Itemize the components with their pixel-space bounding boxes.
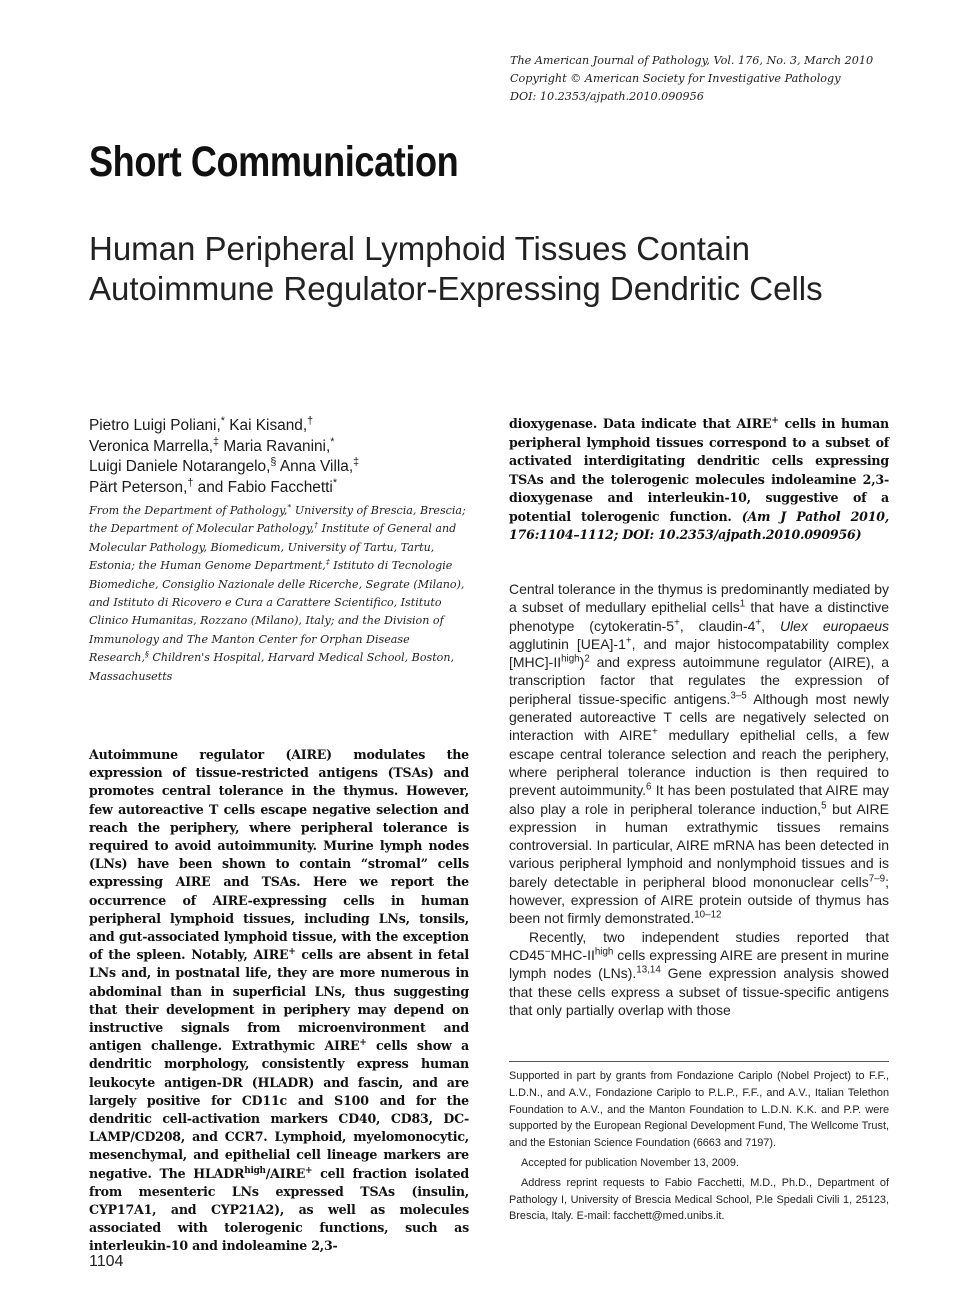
body-text-run: ; however, expression of AIRE protein outside of thymus has been not firmly demonstrated. xyxy=(509,873,889,927)
accepted-note: Accepted for publication November 13, 2009. xyxy=(521,1156,739,1169)
author-name: and Fabio Facchetti xyxy=(193,478,333,496)
affiliation-mark: ‡ xyxy=(325,557,330,567)
body-text-run: ) xyxy=(579,654,585,671)
body-text-run: and express autoimmune regulator (AIRE), a transcription factor that regulates the expression of peripheral tissue-specific antigens. xyxy=(509,654,889,707)
reference-mark: 6 xyxy=(646,781,652,793)
body-text-run: Recently, two independent studies reported that CD45 xyxy=(509,928,889,963)
affiliations xyxy=(89,502,469,686)
affiliation-mark: † xyxy=(187,476,194,489)
funding-note: Supported in part by grants from Fondazione Cariplo (Nobel Project) to F.F., L.D.N., and A.V., Fondazione Cariplo to P.L.P., F.F., and A.V., Italian Telethon Foundation to A.V., and the Manton Foundation to L.D.N. K.K. and P.P. were supported by the European Regional Development Fund, The Wellcome Trust, and the Estonian Science Foundation (6663 and 7197). xyxy=(509,1070,889,1150)
reference-mark: 5 xyxy=(821,799,827,811)
author-line-1 xyxy=(89,416,479,437)
author-name: Anna Villa, xyxy=(276,458,354,475)
abstract-text: cells in human peripheral lymphoid tissues correspond to a subset of activated interdigitating dendritic cells expressing TSAs and the tolerogenic molecules indoleamine 2,3-dioxygenase and interleukin-10, suggestive of a potential tolerogenic function. xyxy=(509,416,890,524)
affiliation-mark: ‡ xyxy=(213,435,220,448)
author-line-4 xyxy=(89,478,479,499)
body-text-run: MHC-II xyxy=(550,946,595,963)
affiliation-mark: * xyxy=(332,476,338,489)
affiliation-mark: † xyxy=(314,520,319,530)
author-name: Veronica Marrella, xyxy=(89,437,214,455)
body-paragraph-2 xyxy=(509,928,889,1019)
abstract-text: Autoimmune regulator (AIRE) modulates the expression of tissue-restricted antigens (TSAs) and promotes central tolerance in the thymus. However, few autoreactive T cells escape negative selection and reach the periphery, where peripheral tolerance is required to avoid autoimmunity. Murine lymph nodes (LNs) have been shown to contain “stromal” cells expressing AIRE and TSAs. Here we report the occurrence of AIRE-expressing cells in human peripheral lymphoid tissues, including LNs, tonsils, and gut-associated lymphoid tissue, with the exception of the spleen. Notably, AIRE xyxy=(89,747,469,963)
body-paragraph-1 xyxy=(509,580,889,928)
superscript: + xyxy=(771,415,779,426)
author-line-2 xyxy=(89,437,479,458)
reference-mark: 3–5 xyxy=(730,690,747,702)
affiliation-mark: § xyxy=(144,649,149,659)
reference-mark: 1 xyxy=(739,598,746,610)
affiliation-mark: ‡ xyxy=(353,455,360,468)
affiliation-text: From the Department of Pathology, xyxy=(89,504,288,517)
author-line-3 xyxy=(89,457,479,478)
author-name: Pietro Luigi Poliani, xyxy=(89,417,221,434)
body-text-run: Central tolerance in the thymus is predominantly mediated by a subset of medullary epithelial cells xyxy=(509,581,889,616)
affiliation-text: Children's Hospital, Harvard Medical School, Boston, Massachusetts xyxy=(89,651,455,683)
author-name: Pärt Peterson, xyxy=(89,478,188,496)
correspondence-note: Address reprint requests to Fabio Facchetti, M.D., Ph.D., Department of Pathology I, University of Brescia Medical School, P.le Spedali Civili 1, 25123, Brescia, Italy. E-mail: facchett@med.unibs.it. xyxy=(509,1176,889,1223)
article-title-line-2: Autoimmune Regulator-Expressing Dendritic Cells xyxy=(89,270,823,307)
body-text-run: It has been postulated that AIRE may also play a role in peripheral tolerance induction, xyxy=(509,782,889,817)
body-text-run: agglutinin [UEA]-1 xyxy=(509,635,626,652)
reference-mark: 13,14 xyxy=(636,964,661,976)
reference-mark: 10–12 xyxy=(694,909,722,921)
journal-doi: DOI: 10.2353/ajpath.2010.090956 xyxy=(510,90,704,103)
reference-mark: 2 xyxy=(584,653,590,665)
body-text-run: , xyxy=(761,617,780,634)
superscript: + xyxy=(674,616,680,628)
body-text-run: but AIRE expression in human extrathymic tissues remains controversial. In particular, AIRE mRNA has been detected in various peripheral lymphoid and nonlymphoid tissues and is barely detectable in peripheral blood mononuclear cells xyxy=(509,800,889,890)
body-text-run: medullary epithelial cells, a few escape central tolerance selection and reach the periphery, where peripheral tolerance induction is then required to prevent autoimmunity. xyxy=(509,727,889,799)
body-text xyxy=(509,580,889,1019)
reference-mark: 7–9 xyxy=(868,873,886,885)
superscript: + xyxy=(288,947,296,958)
article-title-line-1: Human Peripheral Lymphoid Tissues Contain xyxy=(89,230,750,267)
superscript: high xyxy=(244,1165,266,1176)
superscript: high xyxy=(561,653,580,665)
author-list xyxy=(89,416,479,498)
journal-header xyxy=(510,52,930,106)
affiliation-mark: † xyxy=(307,414,314,427)
body-text-run: , claudin-4 xyxy=(679,617,756,634)
superscript: high xyxy=(594,946,614,958)
affiliation-text: University of Brescia, Brescia; the Department of Molecular Pathology, xyxy=(89,504,466,536)
body-text-run: Although most newly generated autoreactive T cells are negatively selected on interaction with AIRE xyxy=(509,690,889,744)
body-text-run: , and major histocompatability complex [MHC]-II xyxy=(509,635,889,671)
affiliation-text: Istituto di Tecnologie Biomediche, Consiglio Nazionale delle Ricerche, Segrate (Milano), and Istituto di Ricovero e Cura a Carattere Scientifico, Istituto Clinico Humanitas, Rozzano (Milano), Italy; and the Division of Immunology and The Manton Center for Orphan Disease Research, xyxy=(89,559,465,665)
body-text-run: that have a distinctive phenotype (cytokeratin-5 xyxy=(509,599,889,634)
footnotes xyxy=(509,1068,889,1225)
footnote-divider xyxy=(509,1061,889,1062)
superscript: + xyxy=(755,616,762,628)
journal-copyright: Copyright © American Society for Investigative Pathology xyxy=(510,72,841,85)
body-text-run: Gene expression analysis showed that these cells express a subset of tissue-specific antigens that only partially overlap with those xyxy=(509,965,889,1018)
abstract-text: cells are absent in fetal LNs and, in postnatal life, they are more numerous in abdominal than in superficial LNs, thus suggesting that their development in periphery may depend on instructive signals from microenvironment and antigen challenge. Extrathymic AIRE xyxy=(89,947,469,1054)
abstract-text: cell fraction isolated from mesenteric LNs expressed TSAs (insulin, CYP17A1, and CYP21A2), as well as molecules associated with tolerogenic functions, such as interleukin-10 and indoleamine 2,3- xyxy=(89,1165,470,1254)
affiliation-mark: * xyxy=(330,435,335,448)
section-title: Short Communication xyxy=(89,138,459,186)
superscript: + xyxy=(625,635,632,647)
affiliation-mark: § xyxy=(270,455,277,468)
article-title xyxy=(89,229,929,309)
superscript: + xyxy=(305,1165,313,1176)
abstract-text: cells show a dendritic morphology, consistently express human leukocyte antigen-DR (HLADR) and fascin, and are largely positive for CD11c and S100 and for the dendritic cell-activation markers CD40, CD83, DC-LAMP/CD208, and CCR7. Lymphoid, myelomonocytic, mesenchymal, and epithelial cell lineage markers are negative. The HLADR xyxy=(89,1038,469,1181)
abstract-part-1 xyxy=(89,746,469,1256)
abstract-citation: (Am J Pathol 2010, 176:1104–1112; DOI: 10.2353/ajpath.2010.090956) xyxy=(509,508,889,542)
affiliation-mark: * xyxy=(287,502,292,512)
abstract-part-2 xyxy=(509,415,889,545)
author-name: Kai Kisand, xyxy=(224,417,308,434)
superscript: + xyxy=(359,1038,367,1049)
journal-citation: The American Journal of Pathology, Vol. 176, No. 3, March 2010 xyxy=(510,54,874,67)
author-name: Luigi Daniele Notarangelo, xyxy=(89,458,271,475)
affiliation-text: Institute of General and Molecular Pathology, Biomedicum, University of Tartu, Tartu, Estonia; the Human Genome Department, xyxy=(89,522,457,573)
species-name: Ulex europaeus xyxy=(779,617,889,634)
body-text-run: cells expressing AIRE are present in murine lymph nodes (LNs). xyxy=(509,946,889,982)
superscript: + xyxy=(651,726,658,738)
page-number: 1104 xyxy=(89,1253,124,1270)
abstract-text: /AIRE xyxy=(265,1165,306,1181)
superscript: − xyxy=(544,946,551,958)
affiliation-mark: * xyxy=(220,414,225,427)
author-name: Maria Ravanini, xyxy=(219,437,331,455)
abstract-text: dioxygenase. Data indicate that AIRE xyxy=(509,416,772,431)
